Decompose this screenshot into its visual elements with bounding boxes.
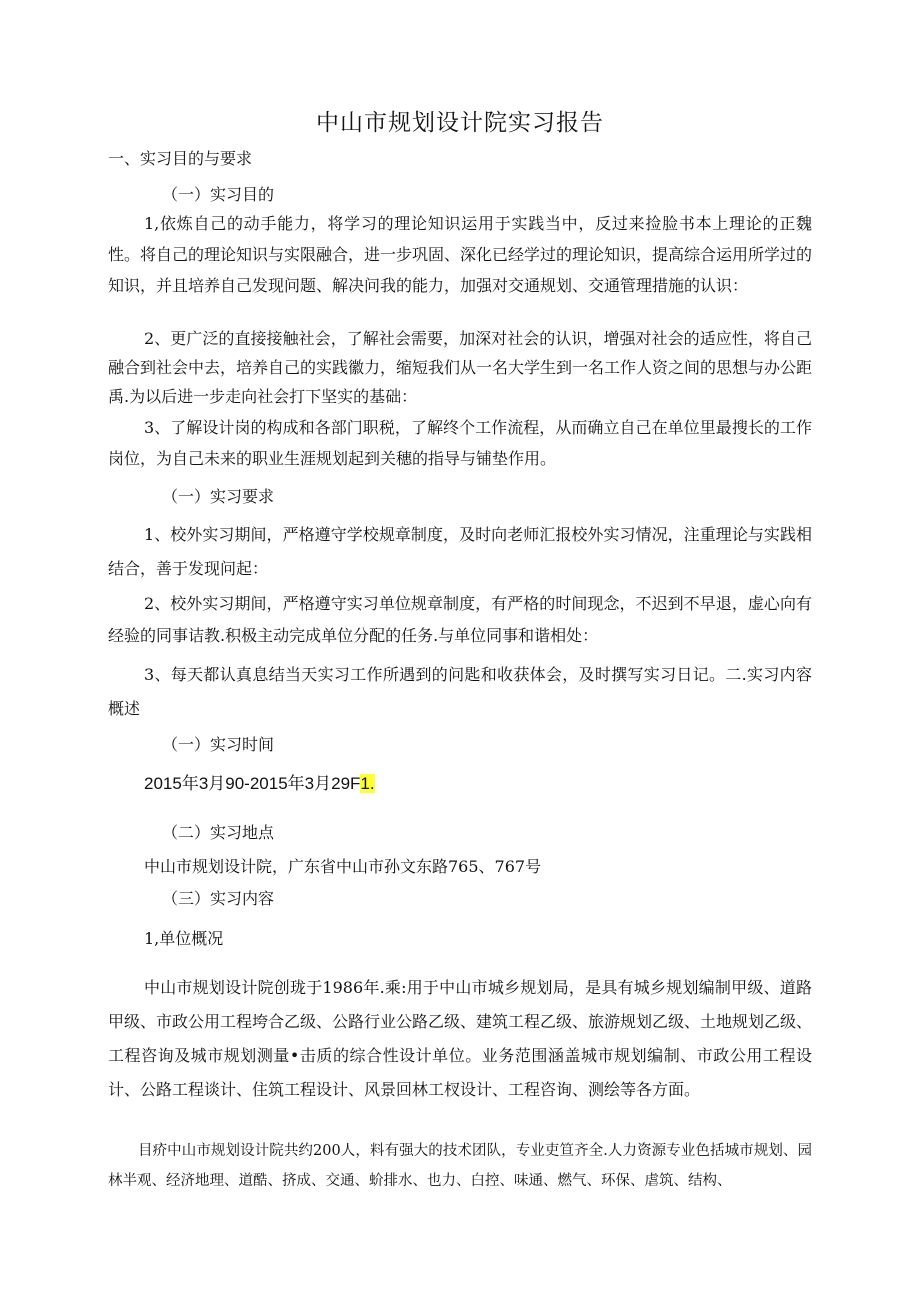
purpose-item-3: 3、了解设计岗的构成和各部门职税，了解终个工作流程，从而确立自己在单位里最搜长的工作岗位，为自己未来的职业生涯规划起到关穗的指导与铺垫作用。 xyxy=(108,418,812,468)
unit-overview-paragraph: 中山市规划设计院创珑于1986年.乘:用于中山市城乡规划局，是具有城乡规划编制甲级、道路甲级、市政公用工程垮合乙级、公路行业公路乙级、建筑工程乙级、旅游规划乙级、土地规划乙级、工程咨询及城市规划测量•击质的综合性设计单位。业务范围涵盖城市规划编制、市政公用工程设计、公路工程谈计、住筑工程设计、风景回林工杈设计、工程咨询、测绘等各方面。 xyxy=(108,978,813,1099)
staff-paragraph: 目疥中山市规划设计院共约200人，料有强大的技术团队，专业吏笪齐全.人力资源专业色括城市规划、园林半观、经济地理、道酷、挤成、交通、蚧排水、也力、白控、味通、燃气、环保、虐筑、结构、 xyxy=(108,1143,812,1189)
section-heading-purpose-and-requirements: 一、实习目的与要求 xyxy=(108,149,253,168)
requirement-item-1: 1、校外实习期间，严格遵守学校规章制度，及时向老师汇报校外实习情况，注重理论与实践相结合，善于发现问起： xyxy=(108,525,812,578)
subheading-internship-time: （一）实习时间 xyxy=(162,735,275,754)
subheading-internship-purpose: （一）实习目的 xyxy=(162,185,275,204)
document-title: 中山市规划设计院实习报告 xyxy=(316,110,604,136)
purpose-item-1: 1,依炼自己的动手能力，将学习的理论知识运用于实践当中，反过来捡脸书本上理论的正魏性。将自己的理论知识与实限融合，进一步巩固、深化已经学过的理论知识，提高综合运用所学过的知识，并且培养自己发现问题、解决问我的能力，加强对交通规划、交通管理措施的认识： xyxy=(108,214,813,295)
internship-time-text: 2015年3月90-2015年3月29F xyxy=(144,774,361,793)
subheading-internship-requirements: （一）实习要求 xyxy=(162,487,275,506)
internship-time-value xyxy=(144,774,375,794)
requirement-item-2: 2、校外实习期间，严格遵守实习单位规章制度，有严格的时间现念，不迟到不早退，虚心向有经验的同事诘教.积极主动完成单位分配的任务.与单位同事和谐相处： xyxy=(108,594,812,645)
internship-time-highlight: 1. xyxy=(360,774,375,793)
item-unit-overview: 1,单位概况 xyxy=(144,929,224,948)
internship-location-value: 中山市规划设计院，广东省中山市孙文东路765、767号 xyxy=(144,857,542,876)
subheading-internship-content: （三）实习内容 xyxy=(162,889,275,908)
purpose-item-2: 2、更广泛的直接接触社会，了解社会需要，加深对社会的认识，增强对社会的适应性，将自己融合到社会中去，培养自己的实践徽力，缩短我们从一名大学生到一名工作人资之间的思想与办公距禹.为以后进一步走向社会打下坚实的基础： xyxy=(108,329,813,406)
subheading-internship-location: （二）实习地点 xyxy=(162,823,275,842)
requirement-item-3: 3、每天都认真息结当天实习工作所遇到的问匙和收获体会，及时撰写实习日记。二.实习内容概述 xyxy=(108,665,812,718)
